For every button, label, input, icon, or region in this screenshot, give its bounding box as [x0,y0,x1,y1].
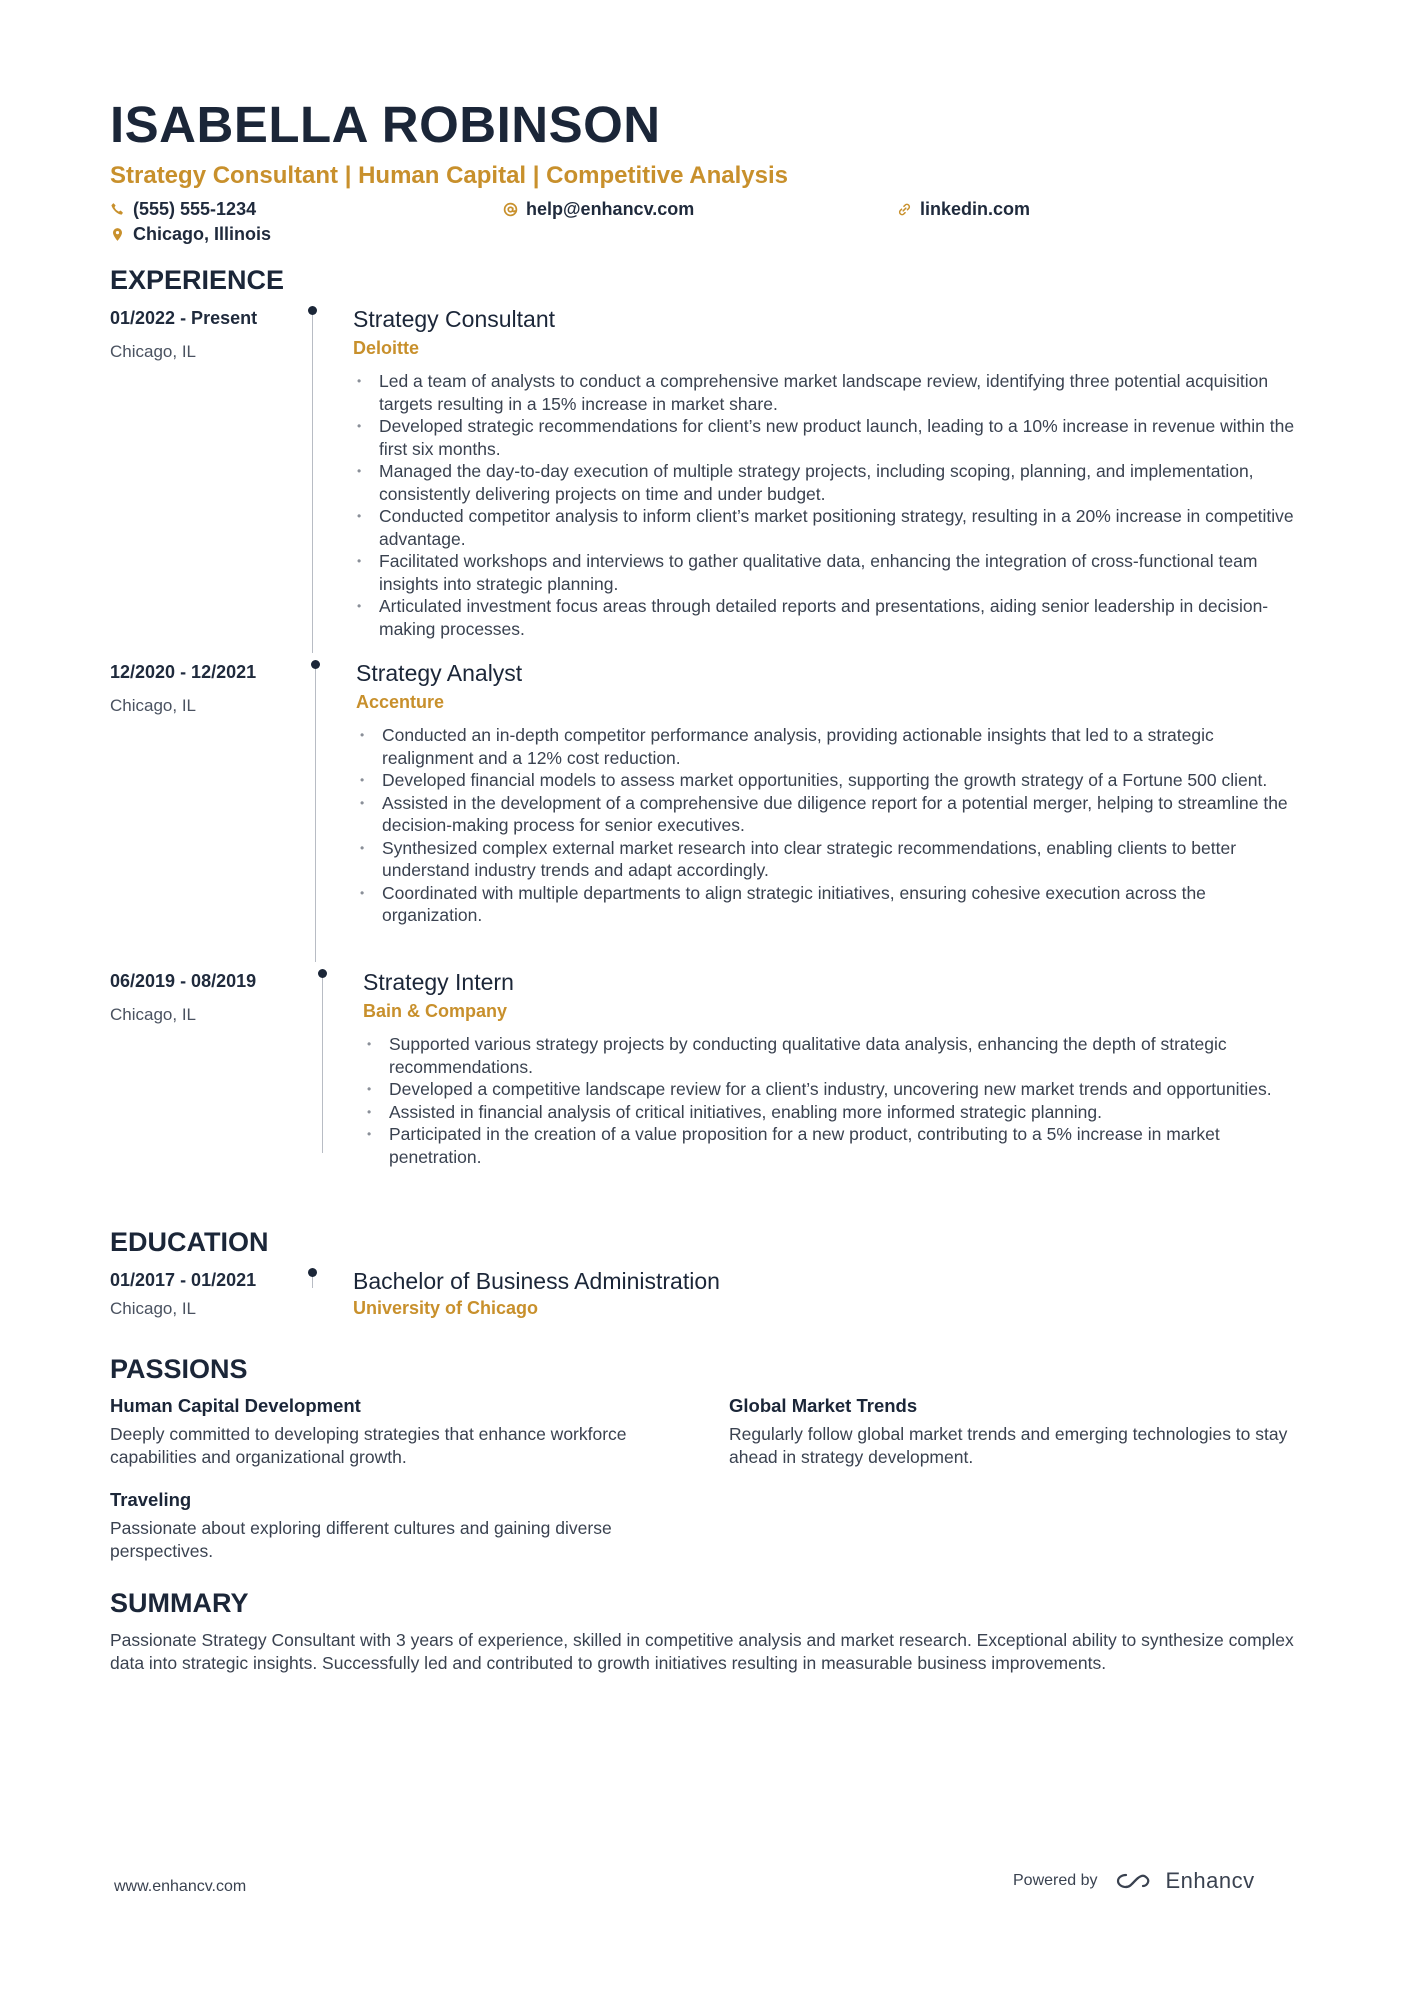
passion-description: Passionate about exploring different cultures and gaining diverse perspectives. [110,1518,612,1561]
list-item: • Developed financial models to assess market opportunities, supporting the growth strategy of a Fortune 500 client. [356,769,1306,792]
list-item: • Coordinated with multiple departments to align strategic initiatives, ensuring cohesive execution across the organization. [356,882,1306,927]
passion-item [729,1394,1319,1468]
brand-name: Enhancv [1165,1868,1255,1893]
phone-icon [110,202,125,217]
list-item: • Articulated investment focus areas through detailed reports and presentations, aiding senior leadership in decision-making processes. [353,595,1303,640]
entry-details [353,304,1303,640]
experience-section [110,263,1305,1225]
entry-location: Chicago, IL [110,1299,196,1318]
list-item: • Developed a competitive landscape review for a client’s industry, uncovering new market trends and opportunities. [363,1078,1308,1101]
entry-meta [110,306,310,363]
experience-entry [110,969,1305,1225]
experience-entry [110,660,1305,969]
degree-title: Bachelor of Business Administration [353,1268,720,1294]
company-name: Deloitte [353,338,420,358]
list-item: • Synthesized complex external market research into clear strategic recommendations, enabling clients to better understand industry trends and adapt accordingly. [356,837,1306,882]
education-entry [110,1268,1305,1348]
list-item: • Conducted an in-depth competitor performance analysis, providing actionable insights that led to a strategic realignment and a 12% cost reduction. [356,724,1306,769]
resume-header [110,95,1305,249]
entry-date: 01/2017 - 01/2021 [110,1270,257,1290]
brand-logo[interactable] [1112,1868,1255,1894]
job-title: Strategy Consultant [353,306,556,332]
list-item: • Managed the day-to-day execution of multiple strategy projects, including scoping, planning, and implementation, consistently delivering projects on time and under budget. [353,460,1303,505]
passion-item [110,1394,700,1468]
timeline-line [315,664,316,962]
headline: Strategy Consultant | Human Capital | Competitive Analysis [110,162,788,189]
entry-location: Chicago, IL [110,342,196,361]
entry-meta [110,660,310,717]
company-name: Accenture [356,692,445,712]
entry-date: 06/2019 - 08/2019 [110,971,257,991]
timeline-line [322,973,323,1153]
powered-by-label: Powered by [1013,1872,1098,1889]
contact-location [110,222,271,246]
contact-info [110,197,1305,249]
passion-description: Regularly follow global market trends and emerging technologies to stay ahead in strategy development. [729,1424,1288,1467]
footer-website[interactable]: www.enhancv.com [114,1878,247,1895]
resume-page [110,95,1305,1674]
linkedin-link[interactable]: linkedin.com [920,199,1031,219]
section-title: SUMMARY [110,1588,249,1618]
passion-title: Global Market Trends [729,1395,918,1416]
school-name: University of Chicago [353,1298,539,1318]
passion-item [110,1488,700,1562]
entry-details [353,1266,1303,1320]
timeline-dot [318,969,327,978]
job-title: Strategy Analyst [356,660,523,686]
entry-meta [110,969,310,1026]
company-name: Bain & Company [363,1001,508,1021]
timeline-dot [311,660,320,669]
summary-section [110,1586,1305,1674]
passion-description: Deeply committed to developing strategies that enhance workforce capabilities and organizational growth. [110,1424,627,1467]
list-item: • Supported various strategy projects by conducting qualitative data analysis, enhancing the depth of strategic recommendations. [363,1033,1308,1078]
email-link[interactable]: help@enhancv.com [526,199,695,219]
entry-date: 12/2020 - 12/2021 [110,662,257,682]
achievement-list [353,370,1303,640]
contact-email [503,197,694,221]
list-item: • Developed strategic recommendations for client’s new product launch, leading to a 10% increase in revenue within the first six months. [353,415,1303,460]
footer-branding [1013,1868,1255,1894]
passion-title: Human Capital Development [110,1395,361,1416]
list-item: • Facilitated workshops and interviews to gather qualitative data, enhancing the integration of cross-functional team insights into strategic planning. [353,550,1303,595]
entry-details [356,658,1306,927]
entry-location: Chicago, IL [110,1005,196,1024]
entry-meta [110,1268,310,1320]
link-icon [897,202,912,217]
achievement-list [363,1033,1308,1168]
phone-text[interactable]: (555) 555-1234 [133,199,257,219]
passions-section [110,1352,1305,1594]
contact-linkedin [897,197,1030,221]
location-text: Chicago, Illinois [133,224,272,244]
experience-entry [110,306,1305,660]
list-item: • Assisted in the development of a comprehensive due diligence report for a potential merger, helping to streamline the decision-making process for senior executives. [356,792,1306,837]
entry-date: 01/2022 - Present [110,308,258,328]
list-item: • Participated in the creation of a value proposition for a new product, contributing to a 5% increase in market penetration. [363,1123,1308,1168]
section-title: PASSIONS [110,1354,248,1384]
candidate-name: ISABELLA ROBINSON [110,96,661,153]
at-icon [503,202,518,217]
contact-phone [110,197,256,221]
section-title: EDUCATION [110,1227,269,1257]
section-title: EXPERIENCE [110,265,285,295]
list-item: • Led a team of analysts to conduct a comprehensive market landscape review, identifying three potential acquisition targets resulting in a 15% increase in market share. [353,370,1303,415]
entry-location: Chicago, IL [110,696,196,715]
list-item: • Assisted in financial analysis of critical initiatives, enabling more informed strategic planning. [363,1101,1308,1124]
list-item: • Conducted competitor analysis to inform client’s market positioning strategy, resulting in a 20% increase in competitive advantage. [353,505,1303,550]
enhancv-logo-icon [1112,1869,1158,1893]
timeline-line [312,310,313,653]
timeline-dot [308,1268,317,1277]
summary-text: Passionate Strategy Consultant with 3 years of experience, skilled in competitive analysis and market research. Exceptional ability to synthesize complex data into strategic insights. Successfully led and contributed to growth initiatives resulting in measurable business improvements. [110,1630,1294,1673]
education-section [110,1225,1305,1348]
timeline-dot [308,306,317,315]
passion-title: Traveling [110,1489,192,1510]
achievement-list [356,724,1306,927]
passions-grid [110,1394,1305,1594]
job-title: Strategy Intern [363,969,514,995]
location-pin-icon [110,227,125,242]
entry-details [363,967,1308,1168]
